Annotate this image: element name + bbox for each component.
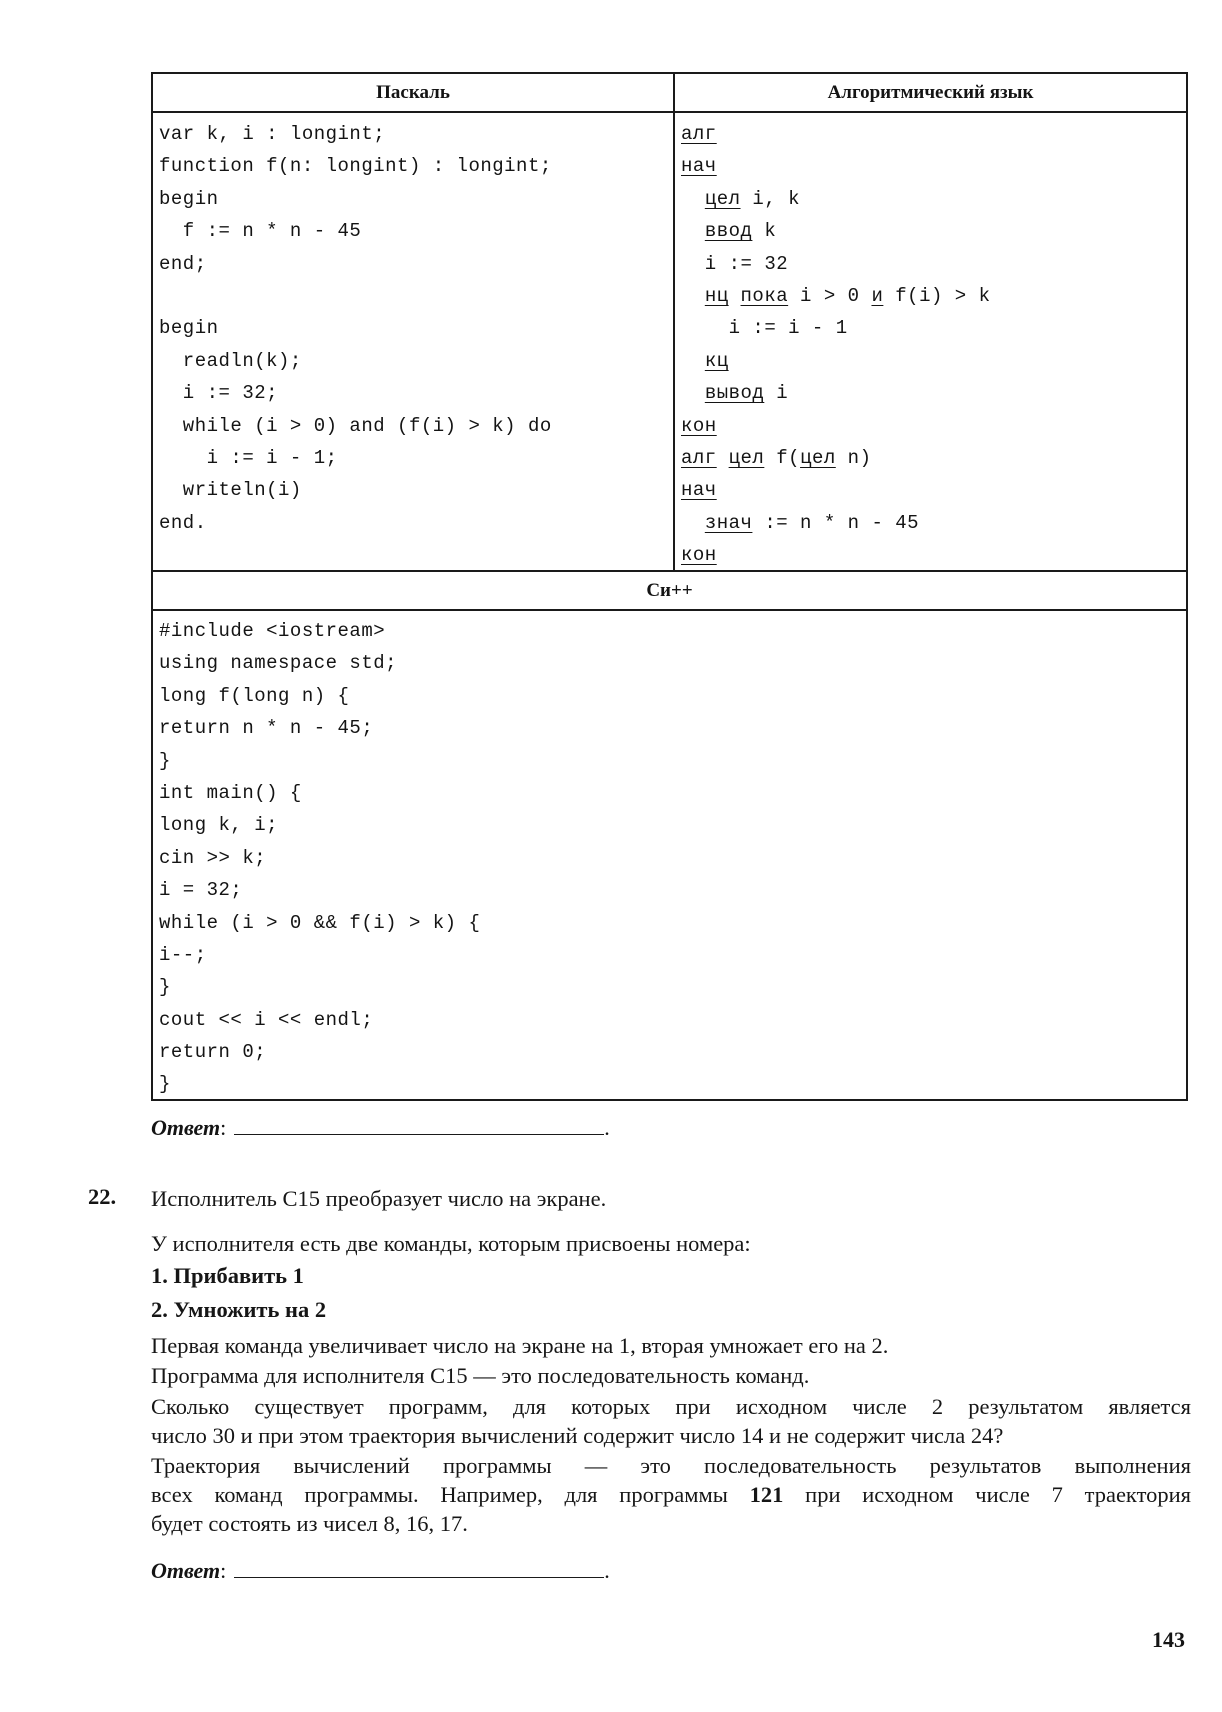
alg-line xyxy=(681,539,991,571)
cpp-line: cin >> k; xyxy=(159,846,267,869)
answer-dot: . xyxy=(604,1558,610,1583)
trajectory-line-3: будет состоять из чисел 8, 16, 17. xyxy=(151,1511,468,1536)
trajectory-line-1: Траектория вычислений программы — это последовательность результатов выполнения xyxy=(151,1453,1191,1478)
cpp-line: long f(long n) { xyxy=(159,684,350,707)
question-line-2: число 30 и при этом траектория вычислений содержит число 14 и не содержит числа 24? xyxy=(151,1423,1004,1448)
pascal-line: i := 32; xyxy=(159,382,279,405)
pascal-line: begin xyxy=(159,317,219,340)
alg-line xyxy=(681,474,991,506)
cpp-line: using namespace std; xyxy=(159,652,398,675)
alg-keyword: цел xyxy=(728,446,765,469)
page-number: 143 xyxy=(1152,1627,1185,1652)
alg-keyword: алг xyxy=(681,446,717,469)
pascal-line: while (i > 0) and (f(i) > k) do xyxy=(159,414,552,437)
pascal-code xyxy=(159,118,552,539)
pascal-line: writeln(i) xyxy=(159,479,302,502)
pascal-line: end; xyxy=(159,252,207,275)
alg-keyword: кон xyxy=(681,414,717,437)
answer-colon: : xyxy=(220,1558,227,1583)
pascal-line: readln(k); xyxy=(159,349,302,372)
alg-keyword: пока xyxy=(740,284,789,307)
answer-dot: . xyxy=(604,1115,610,1140)
pascal-header: Паскаль xyxy=(376,82,450,103)
answer-field-2 xyxy=(151,1557,610,1584)
alg-line xyxy=(681,150,991,182)
alg-keyword: нач xyxy=(681,479,717,502)
alg-line xyxy=(681,410,991,442)
alg-keyword: алг xyxy=(681,123,717,145)
alg-keyword: цел xyxy=(704,187,741,210)
alg-line: алг цел f(цел n) xyxy=(681,446,872,469)
command-1: 1. Прибавить 1 xyxy=(151,1263,304,1288)
pascal-line: var k, i : longint; xyxy=(159,123,386,145)
pascal-line: i := i - 1; xyxy=(159,446,338,469)
answer-line[interactable] xyxy=(234,1557,604,1578)
header-divider xyxy=(153,111,1186,113)
alg-keyword: и xyxy=(871,284,884,307)
cpp-line: cout << i << endl; xyxy=(159,1008,374,1031)
command-2: 2. Умножить на 2 xyxy=(151,1297,327,1322)
alg-line: знач := n * n - 45 xyxy=(704,511,920,534)
cpp-line: #include <iostream> xyxy=(159,620,386,642)
alg-keyword: кон xyxy=(681,544,717,567)
question-line-1: Сколько существует программ, для которых при исходном числе 2 результатом является xyxy=(151,1394,1191,1419)
trajectory-line-2: всех команд программы. Например, для программы 121 при исходном числе 7 траектория xyxy=(151,1482,1191,1507)
alg-line xyxy=(681,345,991,377)
answer-line[interactable] xyxy=(234,1114,604,1135)
code-table xyxy=(151,72,1188,1101)
cpp-header: Си++ xyxy=(646,580,693,601)
alg-keyword: знач xyxy=(704,511,753,534)
cpp-code xyxy=(159,615,480,1101)
cpp-line: } xyxy=(159,1073,171,1096)
alg-line: вывод i xyxy=(704,382,789,405)
pascal-line: f := n * n - 45 xyxy=(159,220,362,243)
alg-line: нц пока i > 0 и f(i) > k xyxy=(704,284,991,307)
pascal-line: function f(n: longint) : longint; xyxy=(159,155,552,178)
answer-field-1 xyxy=(151,1114,610,1141)
cpp-line: i = 32; xyxy=(159,879,243,902)
pascal-line: begin xyxy=(159,187,219,210)
pascal-line: end. xyxy=(159,511,207,534)
cpp-line: long k, i; xyxy=(159,814,279,837)
column-divider xyxy=(673,74,675,572)
cpp-header-divider xyxy=(153,609,1186,611)
alg-keyword: цел xyxy=(800,446,836,469)
alg-line: i := i - 1 xyxy=(681,317,848,340)
paragraph-2: Программа для исполнителя C15 — это последовательность команд. xyxy=(151,1363,810,1388)
alg-line: ввод k xyxy=(704,220,777,243)
answer-colon: : xyxy=(220,1115,227,1140)
alg-line xyxy=(681,118,991,150)
alg-keyword: кц xyxy=(704,349,729,372)
answer-label: Ответ xyxy=(151,1115,221,1140)
cpp-line: return n * n - 45; xyxy=(159,717,374,740)
cpp-line: i--; xyxy=(159,943,207,966)
alg-code xyxy=(681,118,991,571)
alg-keyword: нач xyxy=(681,155,717,178)
cpp-line: while (i > 0 && f(i) > k) { xyxy=(159,911,481,934)
paragraph-1: Первая команда увеличивает число на экране на 1, вторая умножает его на 2. xyxy=(151,1333,889,1358)
cpp-line: int main() { xyxy=(159,781,302,804)
alg-keyword: нц xyxy=(704,284,729,307)
answer-label: Ответ xyxy=(151,1558,221,1583)
pascal-line xyxy=(159,280,552,312)
cpp-line: return 0; xyxy=(159,1041,267,1064)
alg-keyword: ввод xyxy=(704,220,753,243)
alg-keyword: вывод xyxy=(704,382,765,405)
task-intro: Исполнитель C15 преобразует число на экране. xyxy=(151,1186,607,1211)
cpp-line: } xyxy=(159,976,171,999)
task-number: 22. xyxy=(88,1184,117,1209)
cpp-line: } xyxy=(159,749,171,772)
alg-line: i := 32 xyxy=(681,252,789,275)
alg-header: Алгоритмический язык xyxy=(827,82,1034,103)
commands-intro: У исполнителя есть две команды, которым присвоены номера: xyxy=(151,1231,751,1256)
alg-line: цел i, k xyxy=(704,187,801,210)
